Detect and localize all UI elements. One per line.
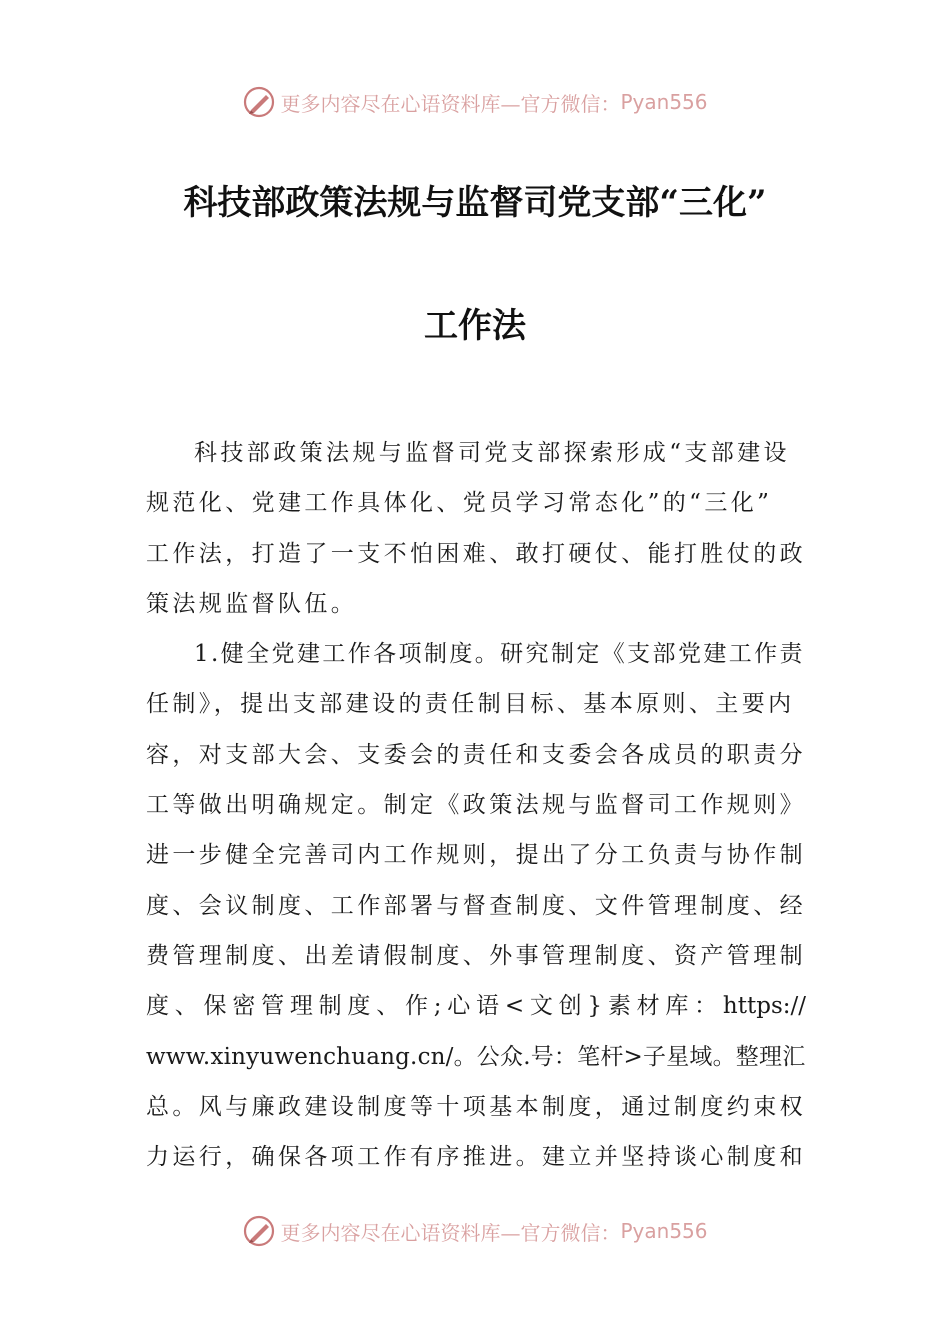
paragraph-2-line: 进一步健全完善司内工作规则，提出了分工负责与协作制: [146, 842, 806, 869]
paragraph-2-line: 度、保密管理制度、作;心语<文创}素材库：https://: [146, 993, 806, 1020]
footer-watermark-banner: [0, 1206, 950, 1256]
paragraph-2-line: 费管理制度、出差请假制度、外事管理制度、资产管理制: [146, 942, 806, 969]
document-body: [146, 428, 806, 1182]
paragraph-2-line: www.xinyuwenchuang.cn/。公众.号：笔杆>子星域。整理汇: [146, 1043, 806, 1070]
paragraph-2-line: 总。风与廉政建设制度等十项基本制度，通过制度约束权: [146, 1093, 806, 1120]
header-watermark-banner: [0, 77, 950, 127]
paragraph-1-line: 策法规监督队伍。: [146, 590, 358, 617]
paragraph-1-line: 工作法，打造了一支不怕困难、敢打硬仗、能打胜仗的政: [146, 540, 806, 567]
header-contact-id: Pyan556: [620, 90, 708, 114]
paragraph-2-line: 度、会议制度、工作部署与督查制度、文件管理制度、经: [146, 892, 806, 919]
footer-brand-text: 更多内容尽在心语资料库—官方微信：: [280, 1220, 621, 1245]
paragraph-1-line: 规范化、党建工作具体化、党员学习常态化”的“三化”: [146, 490, 773, 517]
footer-contact-id: Pyan556: [620, 1219, 708, 1243]
document-title-line-2: 工作法: [424, 306, 526, 346]
header-brand-text: 更多内容尽在心语资料库—官方微信：: [280, 91, 621, 116]
paragraph-2-line: 工等做出明确规定。制定《政策法规与监督司工作规则》: [146, 792, 806, 819]
pen-logo-icon: [242, 85, 276, 119]
paragraph-2-line: 力运行，确保各项工作有序推进。建立并坚持谈心制度和: [146, 1144, 806, 1171]
paragraph-2-line: 任制》，提出支部建设的责任制目标、基本原则、主要内: [146, 691, 795, 718]
document-title-line-1: 科技部政策法规与监督司党支部“三化”: [183, 183, 767, 223]
paragraph-2-line: 1.健全党建工作各项制度。研究制定《支部党建工作责: [194, 641, 805, 668]
paragraph-2-line: 容，对支部大会、支委会的责任和支委会各成员的职责分: [146, 741, 806, 768]
pen-logo-icon: [242, 1214, 276, 1248]
paragraph-1-line: 科技部政策法规与监督司党支部探索形成“支部建设: [194, 440, 790, 466]
